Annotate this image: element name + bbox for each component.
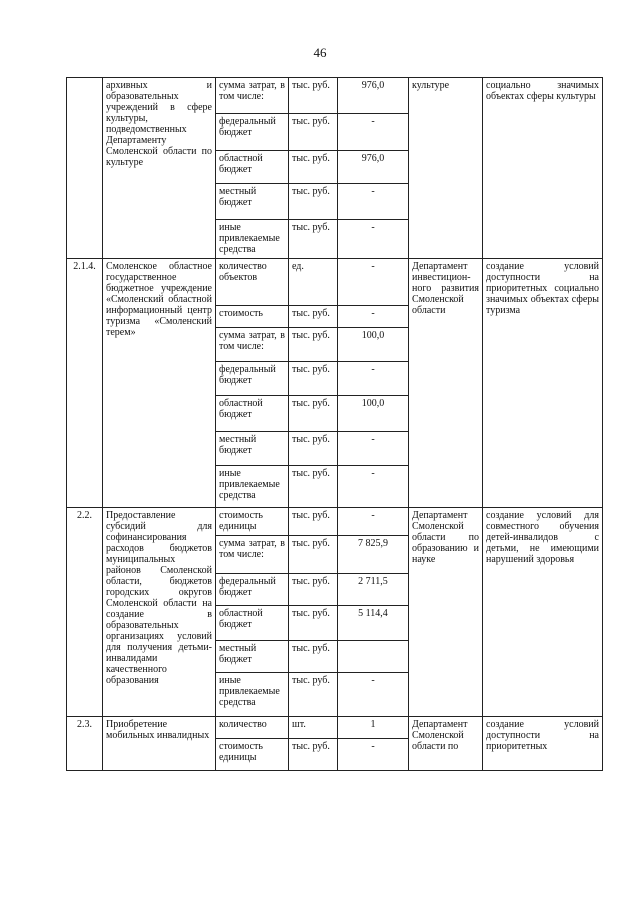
indicator-cell: местный бюджет [216,432,289,466]
item-executor: Департамент Смоленской области по образованию и науке [409,508,483,717]
unit-cell: тыс. руб. [289,396,338,432]
unit-cell: тыс. руб. [289,220,338,259]
value-cell: - [338,432,409,466]
table-row [67,78,603,114]
indicator-cell: федеральный бюджет [216,114,289,151]
value-cell: 5 114,4 [338,606,409,641]
indicator-cell: сумма затрат, в том числе: [216,78,289,114]
indicator-cell: иные привлекаемые средства [216,220,289,259]
item-name: архивных и образовательных учреждений в сфере культуры, подведомственных Департаменту Смоленской области по культуре [103,78,216,259]
value-cell: 7 825,9 [338,536,409,574]
unit-cell: тыс. руб. [289,739,338,771]
value-cell: 1 [338,717,409,739]
indicator-cell: количество [216,717,289,739]
unit-cell: тыс. руб. [289,78,338,114]
indicator-cell: сумма затрат, в том числе: [216,328,289,362]
page-number: 46 [313,45,327,60]
table-row [67,259,603,306]
unit-cell: тыс. руб. [289,151,338,184]
unit-cell: тыс. руб. [289,673,338,717]
value-cell: - [338,466,409,508]
unit-cell: тыс. руб. [289,114,338,151]
indicator-cell: областной бюджет [216,606,289,641]
item-executor: культуре [409,78,483,259]
item-number: 2.2. [67,508,103,717]
indicator-cell: иные привлекаемые средства [216,466,289,508]
value-cell: - [338,220,409,259]
item-name: Смоленское областное государственное бюджетное учреждение «Смоленский областной информационный центр туризма «Смоленский терем» [103,259,216,508]
value-cell: 976,0 [338,151,409,184]
indicator-cell: местный бюджет [216,641,289,673]
indicator-cell: областной бюджет [216,396,289,432]
value-cell: - [338,362,409,396]
unit-cell: тыс. руб. [289,328,338,362]
indicator-cell: иные привлекаемые средства [216,673,289,717]
program-table [66,77,603,771]
value-cell: - [338,114,409,151]
item-result: создание условий доступности на приоритетных [483,717,603,771]
value-cell: - [338,184,409,220]
indicator-cell: местный бюджет [216,184,289,220]
indicator-cell: количество объектов [216,259,289,306]
item-result: создание условий для совместного обучения детей-инвалидов с детьми, не имеющими нарушений здоровья [483,508,603,717]
indicator-cell: стоимость единицы [216,508,289,536]
indicator-cell: областной бюджет [216,151,289,184]
item-result: создание условий доступности на приоритетных социально значимых объектах сферы туризма [483,259,603,508]
value-cell: - [338,259,409,306]
value-cell: - [338,508,409,536]
indicator-cell: стоимость [216,306,289,328]
unit-cell: тыс. руб. [289,508,338,536]
unit-cell: ед. [289,259,338,306]
item-name: Приобретение мобильных инвалидных [103,717,216,771]
unit-cell: тыс. руб. [289,362,338,396]
item-executor: Департамент Смоленской области по [409,717,483,771]
indicator-cell: федеральный бюджет [216,574,289,606]
value-cell [338,641,409,673]
item-name: Предоставление субсидий для софинансирования расходов бюджетов муниципальных районов Смоленской области, бюджетов городских округов Смоленской области на создание в образовательных организациях условий для получения детьми-инвалидами качественного образования [103,508,216,717]
value-cell: - [338,673,409,717]
indicator-cell: сумма затрат, в том числе: [216,536,289,574]
table-row [67,717,603,739]
unit-cell: тыс. руб. [289,432,338,466]
table-row [67,508,603,536]
value-cell: 976,0 [338,78,409,114]
value-cell: 100,0 [338,396,409,432]
item-number: 2.3. [67,717,103,771]
value-cell: - [338,306,409,328]
unit-cell: тыс. руб. [289,184,338,220]
unit-cell: тыс. руб. [289,641,338,673]
item-number [67,78,103,259]
unit-cell: шт. [289,717,338,739]
item-number: 2.1.4. [67,259,103,508]
value-cell: 100,0 [338,328,409,362]
item-result: социально значимых объектах сферы культуры [483,78,603,259]
unit-cell: тыс. руб. [289,306,338,328]
indicator-cell: стоимость единицы [216,739,289,771]
unit-cell: тыс. руб. [289,536,338,574]
value-cell: - [338,739,409,771]
value-cell: 2 711,5 [338,574,409,606]
unit-cell: тыс. руб. [289,574,338,606]
item-executor: Департамент инвестицион-ного развития Смоленской области [409,259,483,508]
unit-cell: тыс. руб. [289,466,338,508]
indicator-cell: федеральный бюджет [216,362,289,396]
unit-cell: тыс. руб. [289,606,338,641]
